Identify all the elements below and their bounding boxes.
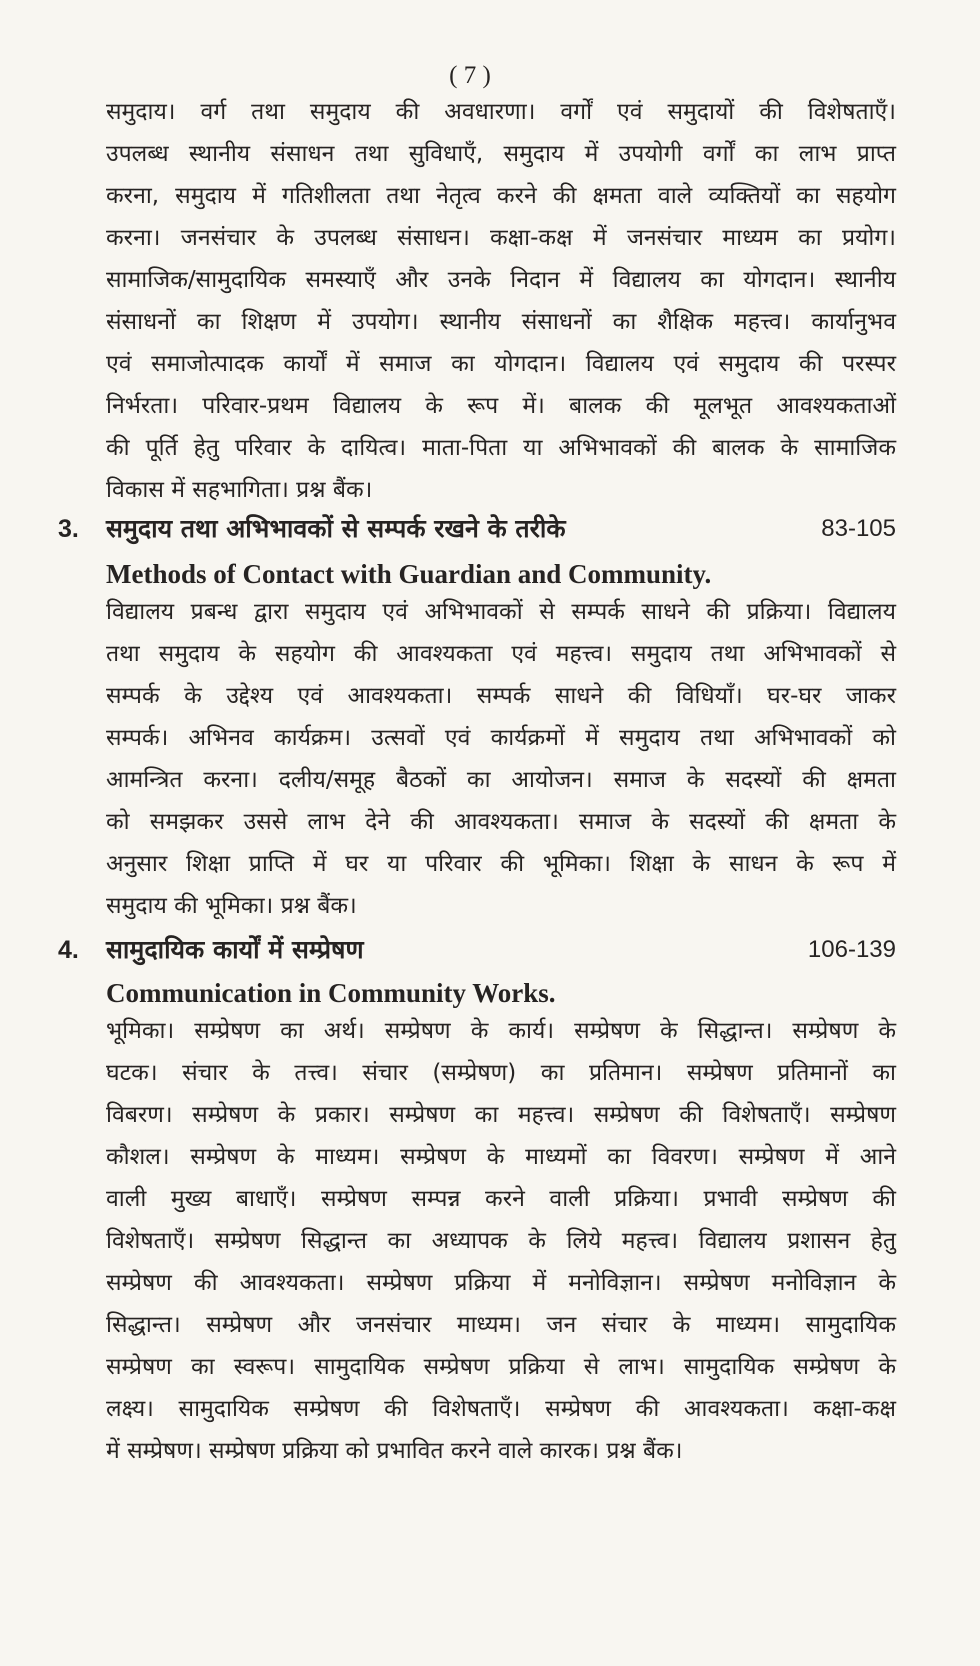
text-line: वाली मुख्य बाधाएँ। सम्प्रेषण सम्पन्न करने वाली प्रक्रिया। प्रभावी सम्प्रेषण की <box>106 1186 896 1212</box>
paragraph-continued <box>106 91 896 511</box>
text-line: घटक। संचार के तत्त्व। संचार (सम्प्रेषण) का प्रतिमान। सम्प्रेषण प्रतिमानों का <box>106 1060 896 1086</box>
text-line: विशेषताएँ। सम्प्रेषण सिद्धान्त का अध्यापक के लिये महत्त्व। विद्यालय प्रशासन हेतु <box>106 1228 896 1254</box>
text-line: समुदाय। वर्ग तथा समुदाय की अवधारणा। वर्गों एवं समुदायों की विशेषताएँ। <box>106 99 896 125</box>
text-line: को समझकर उससे लाभ देने की आवश्यकता। समाज के सदस्यों की क्षमता के <box>106 809 896 835</box>
text-line: सम्पर्क के उद्देश्य एवं आवश्यकता। सम्पर्क साधने की विधियाँ। घर-घर जाकर <box>106 683 896 709</box>
text-line: आमन्त्रित करना। दलीय/समूह बैठकों का आयोजन। समाज के सदस्यों की क्षमता <box>106 767 896 793</box>
text-line: निर्भरता। परिवार-प्रथम विद्यालय के रूप में। बालक की मूलभूत आवश्यकताओं <box>106 393 896 419</box>
text-line: उपलब्ध स्थानीय संसाधन तथा सुविधाएँ, समुदाय में उपयोगी वर्गों का लाभ प्राप्त <box>106 141 896 167</box>
text-line: की पूर्ति हेतु परिवार के दायित्व। माता-पिता या अभिभावकों की बालक के सामाजिक <box>106 435 896 461</box>
section-title-hindi: सामुदायिक कार्यों में सम्प्रेषण <box>106 935 364 964</box>
text-line: लक्ष्य। सामुदायिक सम्प्रेषण की विशेषताएँ। सम्प्रेषण की आवश्यकता। कक्षा-कक्ष <box>106 1396 896 1422</box>
section-4-heading <box>58 930 896 970</box>
text-line: अनुसार शिक्षा प्राप्ति में घर या परिवार की भूमिका। शिक्षा के साधन के रूप में <box>106 851 896 877</box>
section-number: 3. <box>58 515 79 543</box>
text-line: सिद्धान्त। सम्प्रेषण और जनसंचार माध्यम। जन संचार के माध्यम। सामुदायिक <box>106 1312 896 1338</box>
page-range: 106-139 <box>807 936 896 963</box>
text-line: तथा समुदाय के सहयोग की आवश्यकता एवं महत्त्व। समुदाय तथा अभिभावकों से <box>106 641 896 667</box>
text-line: समुदाय की भूमिका। प्रश्न बैंक। <box>106 893 357 919</box>
text-line: सम्पर्क। अभिनव कार्यक्रम। उत्सवों एवं कार्यक्रमों में समुदाय तथा अभिभावकों को <box>106 725 896 751</box>
text-line: सम्प्रेषण का स्वरूप। सामुदायिक सम्प्रेषण प्रक्रिया से लाभ। सामुदायिक सम्प्रेषण के <box>106 1354 896 1380</box>
text-line: संसाधनों का शिक्षण में उपयोग। स्थानीय संसाधनों का शैक्षिक महत्त्व। कार्यानुभव <box>106 309 896 335</box>
section-4-description <box>106 1010 896 1472</box>
text-line: विबरण। सम्प्रेषण के प्रकार। सम्प्रेषण का महत्त्व। सम्प्रेषण की विशेषताएँ। सम्प्रेषण <box>106 1102 896 1128</box>
section-3-heading <box>58 509 896 549</box>
text-line: करना, समुदाय में गतिशीलता तथा नेतृत्व करने की क्षमता वाले व्यक्तियों का सहयोग <box>106 183 896 209</box>
section-number: 4. <box>58 936 79 964</box>
text-line: में सम्प्रेषण। सम्प्रेषण प्रक्रिया को प्रभावित करने वाले कारक। प्रश्न बैंक। <box>106 1438 683 1464</box>
page-number: ( 7 ) <box>449 62 491 89</box>
text-line: भूमिका। सम्प्रेषण का अर्थ। सम्प्रेषण के कार्य। सम्प्रेषण के सिद्धान्त। सम्प्रेषण के <box>106 1018 896 1044</box>
text-line: विद्यालय प्रबन्ध द्वारा समुदाय एवं अभिभावकों से सम्पर्क साधने की प्रक्रिया। विद्यालय <box>106 599 896 625</box>
text-line: सम्प्रेषण की आवश्यकता। सम्प्रेषण प्रक्रिया में मनोविज्ञान। सम्प्रेषण मनोविज्ञान के <box>106 1270 896 1296</box>
page-range: 83-105 <box>821 515 896 542</box>
section-title-hindi: समुदाय तथा अभिभावकों से सम्पर्क रखने के तरीके <box>106 514 566 543</box>
text-line: एवं समाजोत्पादक कार्यों में समाज का योगदान। विद्यालय एवं समुदाय की परस्पर <box>106 351 896 377</box>
text-line: सामाजिक/सामुदायिक समस्याएँ और उनके निदान में विद्यालय का योगदान। स्थानीय <box>106 267 896 293</box>
text-line: विकास में सहभागिता। प्रश्न बैंक। <box>106 477 373 503</box>
section-3-title-english: Methods of Contact with Guardian and Community. <box>106 559 712 589</box>
section-3-description <box>106 591 896 927</box>
text-line: कौशल। सम्प्रेषण के माध्यम। सम्प्रेषण के माध्यमों का विवरण। सम्प्रेषण में आने <box>106 1144 896 1170</box>
section-4-title-english: Communication in Community Works. <box>106 978 556 1008</box>
text-line: करना। जनसंचार के उपलब्ध संसाधन। कक्षा-कक्ष में जनसंचार माध्यम का प्रयोग। <box>106 225 896 251</box>
